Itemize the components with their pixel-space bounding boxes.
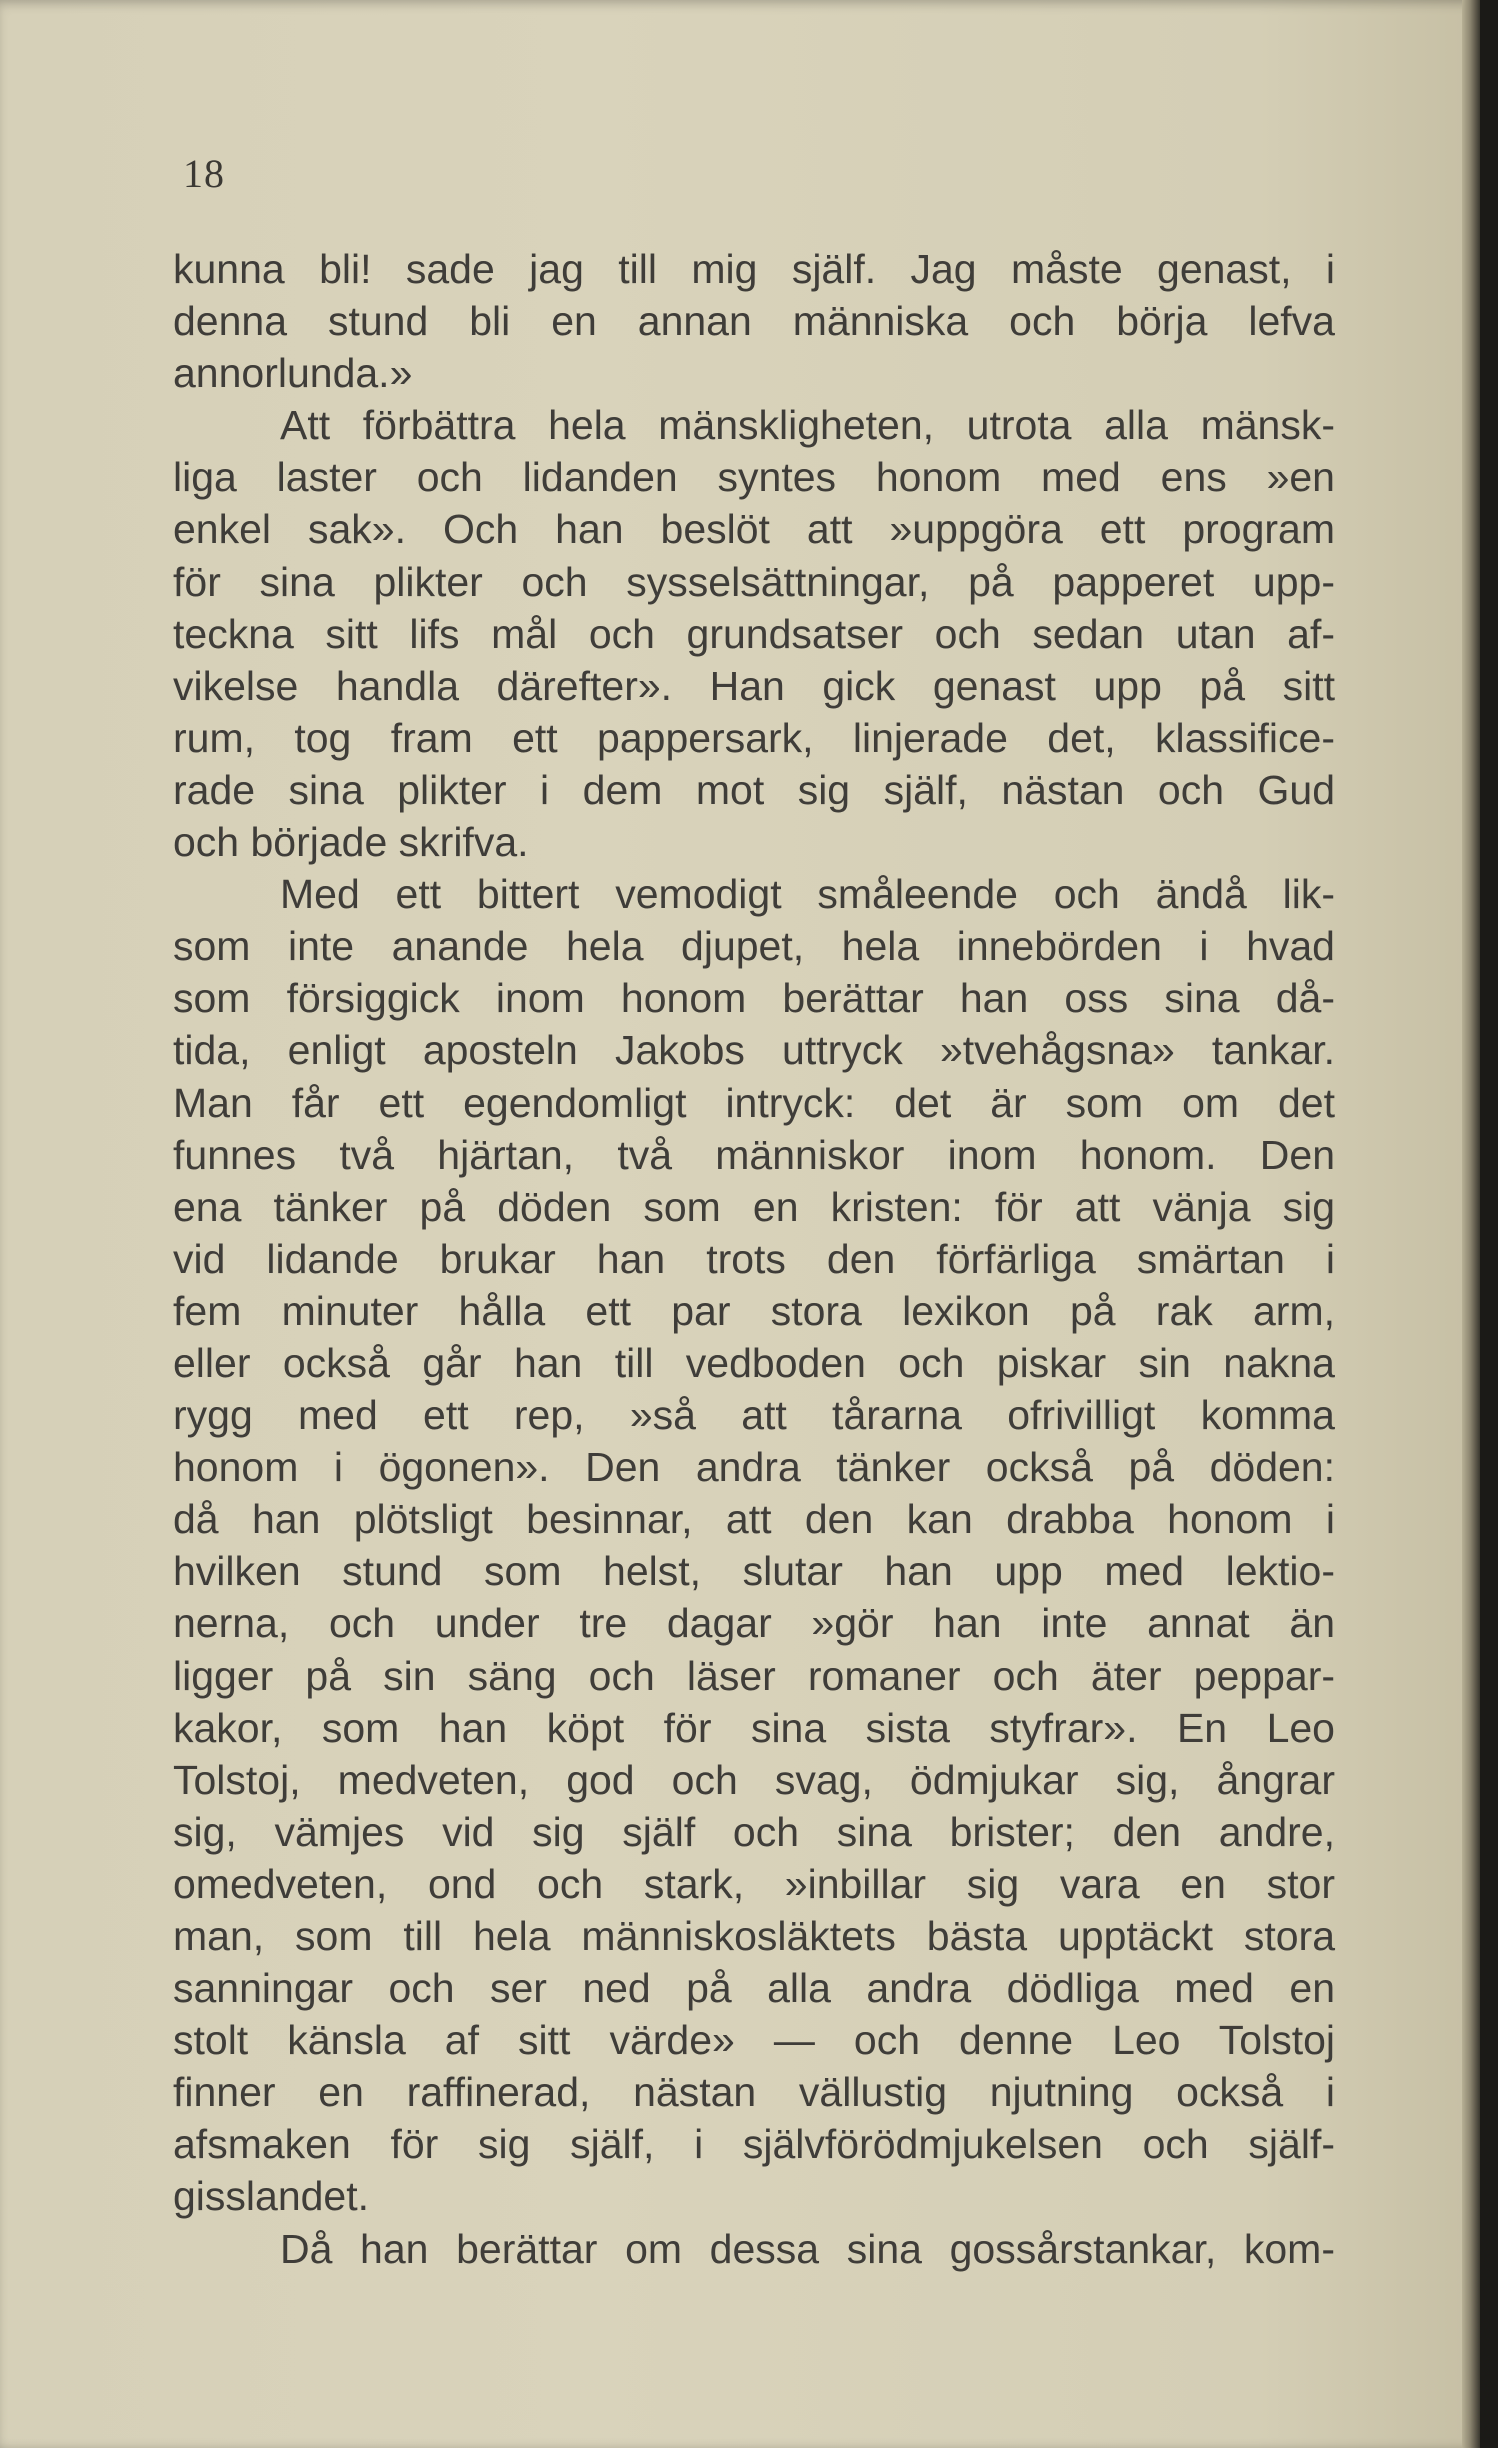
text-line: för sina plikter och sysselsättningar, på papperet upp- (173, 558, 1335, 605)
text-line: fem minuter hålla ett par stora lexikon på rak arm, (173, 1287, 1335, 1334)
text-line: stolt känsla af sitt värde» — och denne Leo Tolstoj (173, 2017, 1335, 2064)
text-line: finner en raffinerad, nästan vällustig njutning också i (173, 2069, 1335, 2116)
text-line: Man får ett egendomligt intryck: det är som om det (173, 1079, 1335, 1126)
text-line: enkel sak». Och han beslöt att »uppgöra ett program (173, 506, 1335, 553)
text-line: kakor, som han köpt för sina sista styfrar». En Leo (173, 1704, 1335, 1751)
text-line: gisslandet. (173, 2173, 370, 2220)
page-number: 18 (183, 151, 225, 196)
text-line: som inte anande hela djupet, hela innebörden i hvad (173, 923, 1335, 970)
text-line: och började skrifva. (173, 819, 529, 866)
text-line: Tolstoj, medveten, god och svag, ödmjukar sig, ångrar (173, 1756, 1335, 1803)
text-line: ligger på sin säng och läser romaner och äter peppar- (173, 1652, 1335, 1699)
page-edge-shadow (1462, 0, 1480, 2448)
text-line: man, som till hela människosläktets bästa upptäckt stora (173, 1913, 1335, 1959)
text-line: eller också går han till vedboden och piskar sin nakna (173, 1339, 1335, 1386)
text-line: ena tänker på döden som en kristen: för att vänja sig (173, 1183, 1335, 1230)
text-line: liga laster och lidanden syntes honom med ens »en (173, 454, 1335, 501)
text-line: kunna bli! sade jag till mig själf. Jag måste genast, i (173, 246, 1335, 292)
text-line: honom i ögonen». Den andra tänker också på döden: (173, 1444, 1335, 1491)
text-line: funnes två hjärtan, två människor inom honom. Den (173, 1131, 1335, 1178)
text-line: Då han berättar om dessa sina gossårstankar, kom- (280, 2225, 1335, 2272)
text-line: Med ett bittert vemodigt småleende och ändå lik- (280, 871, 1335, 918)
text-line: som försiggick inom honom berättar han oss sina då- (173, 975, 1335, 1022)
text-line: nerna, och under tre dagar »gör han inte annat än (173, 1600, 1335, 1647)
text-line: afsmaken för sig själf, i självförödmjukelsen och själf- (173, 2121, 1335, 2168)
text-line: rygg med ett rep, »så att tårarna ofrivilligt komma (173, 1392, 1335, 1439)
text-line: då han plötsligt besinnar, att den kan drabba honom i (173, 1496, 1335, 1543)
text-line: sanningar och ser ned på alla andra dödliga med en (173, 1965, 1335, 2012)
text-line: rade sina plikter i dem mot sig själf, nästan och Gud (173, 766, 1335, 813)
text-line: sig, vämjes vid sig själf och sina brister; den andre, (173, 1808, 1335, 1855)
text-line: vikelse handla därefter». Han gick genast upp på sitt (173, 662, 1335, 709)
text-line: annorlunda.» (173, 350, 413, 397)
text-line: Att förbättra hela mänskligheten, utrota alla mänsk- (280, 402, 1335, 449)
text-line: teckna sitt lifs mål och grundsatser och sedan utan af- (173, 610, 1335, 657)
text-line: denna stund bli en annan människa och börja lefva (173, 298, 1335, 345)
text-line: hvilken stund som helst, slutar han upp med lektio- (173, 1548, 1335, 1595)
body-text (173, 243, 1335, 2275)
text-line: omedveten, ond och stark, »inbillar sig vara en stor (173, 1860, 1335, 1907)
text-line: tida, enligt aposteln Jakobs uttryck »tvehågsna» tankar. (173, 1027, 1335, 1074)
text-line: vid lidande brukar han trots den förfärliga smärtan i (173, 1235, 1335, 1282)
text-line: rum, tog fram ett pappersark, linjerade det, klassifice- (173, 714, 1335, 761)
